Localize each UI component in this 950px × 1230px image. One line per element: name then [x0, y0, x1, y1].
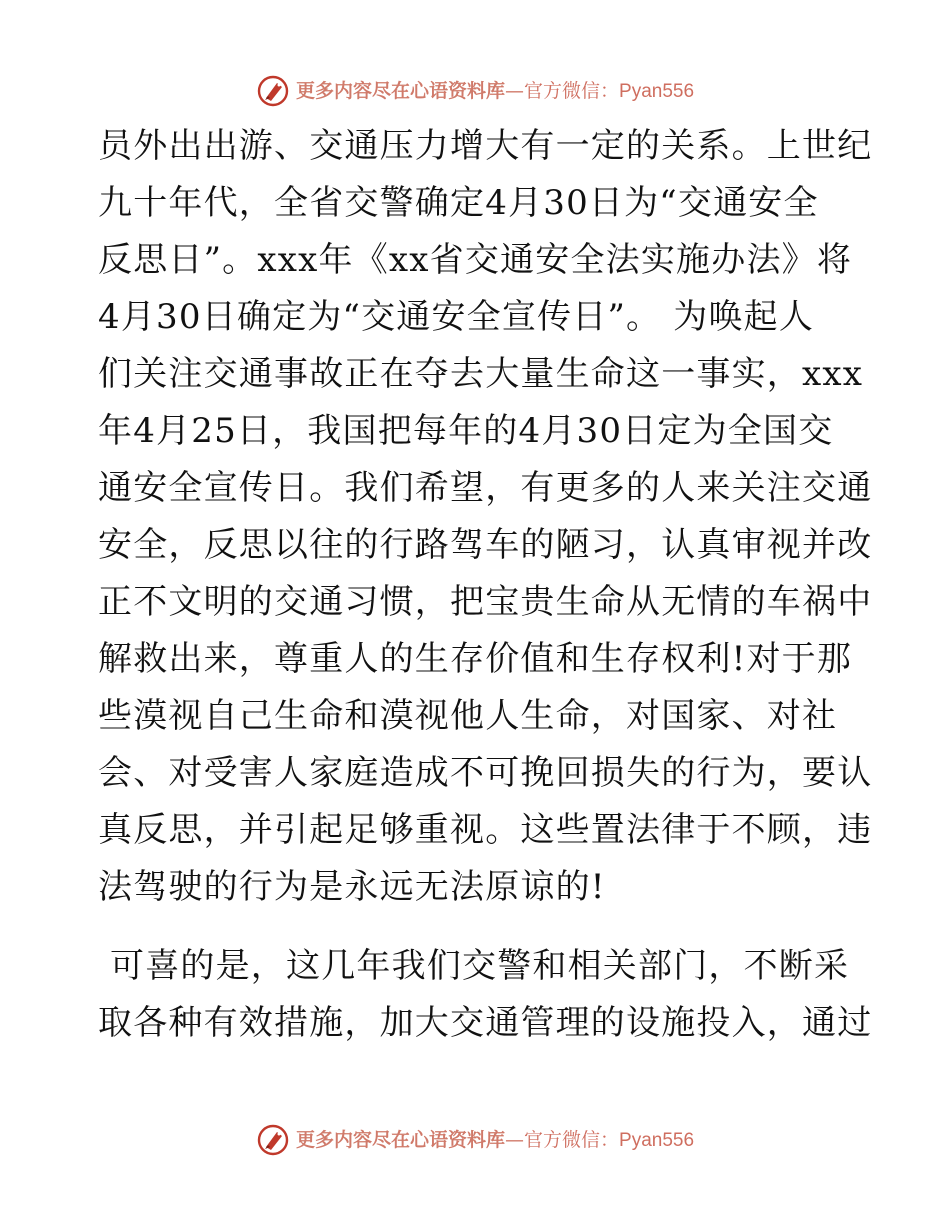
header-watermark	[0, 71, 950, 111]
watermark-text	[295, 79, 695, 102]
watermark-colon: ：	[600, 1128, 620, 1151]
pen-nib-logo-icon	[256, 74, 290, 108]
text-line: 员外出出游、交通压力增大有一定的关系。上世纪	[98, 126, 873, 166]
text-line: 正不文明的交通习惯，把宝贵生命从无情的车祸中	[98, 582, 873, 622]
watermark-dash: —	[504, 79, 524, 102]
watermark-text	[295, 1128, 695, 1151]
text-line: 真反思，并引起足够重视。这些置法律于不顾，违	[98, 810, 873, 850]
pen-nib-logo-icon	[256, 1123, 290, 1157]
watermark-main-text: 更多内容尽在心语资料库	[295, 79, 505, 102]
watermark-colon: ：	[600, 79, 620, 102]
text-line: 安全，反思以往的行路驾车的陋习，认真审视并改	[98, 525, 873, 565]
text-line: 些漠视自己生命和漠视他人生命，对国家、对社	[98, 696, 838, 736]
text-line: 取各种有效措施，加大交通管理的设施投入，通过	[98, 1003, 873, 1043]
text-line: 九十年代，全省交警确定4月30日为“交通安全	[98, 183, 819, 223]
paragraph-2	[98, 938, 873, 1052]
watermark-sub-text: 官方微信	[523, 79, 600, 102]
text-line: 通安全宣传日。我们希望，有更多的人来关注交通	[98, 468, 873, 508]
footer-watermark	[0, 1120, 950, 1160]
text-line: 法驾驶的行为是永远无法原谅的!	[98, 867, 606, 907]
paragraph-1	[98, 118, 873, 916]
text-line: 会、对受害人家庭造成不可挽回损失的行为，要认	[98, 753, 873, 793]
text-line: 们关注交通事故正在夺去大量生命这一事实，xxx	[98, 354, 864, 394]
text-line: 反思日”。xxx年《xx省交通安全法实施办法》将	[98, 240, 853, 280]
paragraph-spacer	[98, 916, 858, 938]
text-line: 可喜的是，这几年我们交警和相关部门，不断采	[98, 946, 850, 986]
text-line: 年4月25日，我国把每年的4月30日定为全国交	[98, 411, 834, 451]
watermark-sub-text: 官方微信	[523, 1128, 600, 1151]
watermark-main-text: 更多内容尽在心语资料库	[295, 1128, 505, 1151]
text-line: 4月30日确定为“交通安全宣传日”。 为唤起人	[98, 297, 815, 337]
watermark-wechat-id: Pyan556	[619, 80, 695, 102]
text-line: 解救出来，尊重人的生存价值和生存权利!对于那	[98, 639, 853, 679]
watermark-dash: —	[504, 1128, 524, 1151]
document-body	[98, 118, 873, 1052]
watermark-wechat-id: Pyan556	[619, 1129, 695, 1151]
